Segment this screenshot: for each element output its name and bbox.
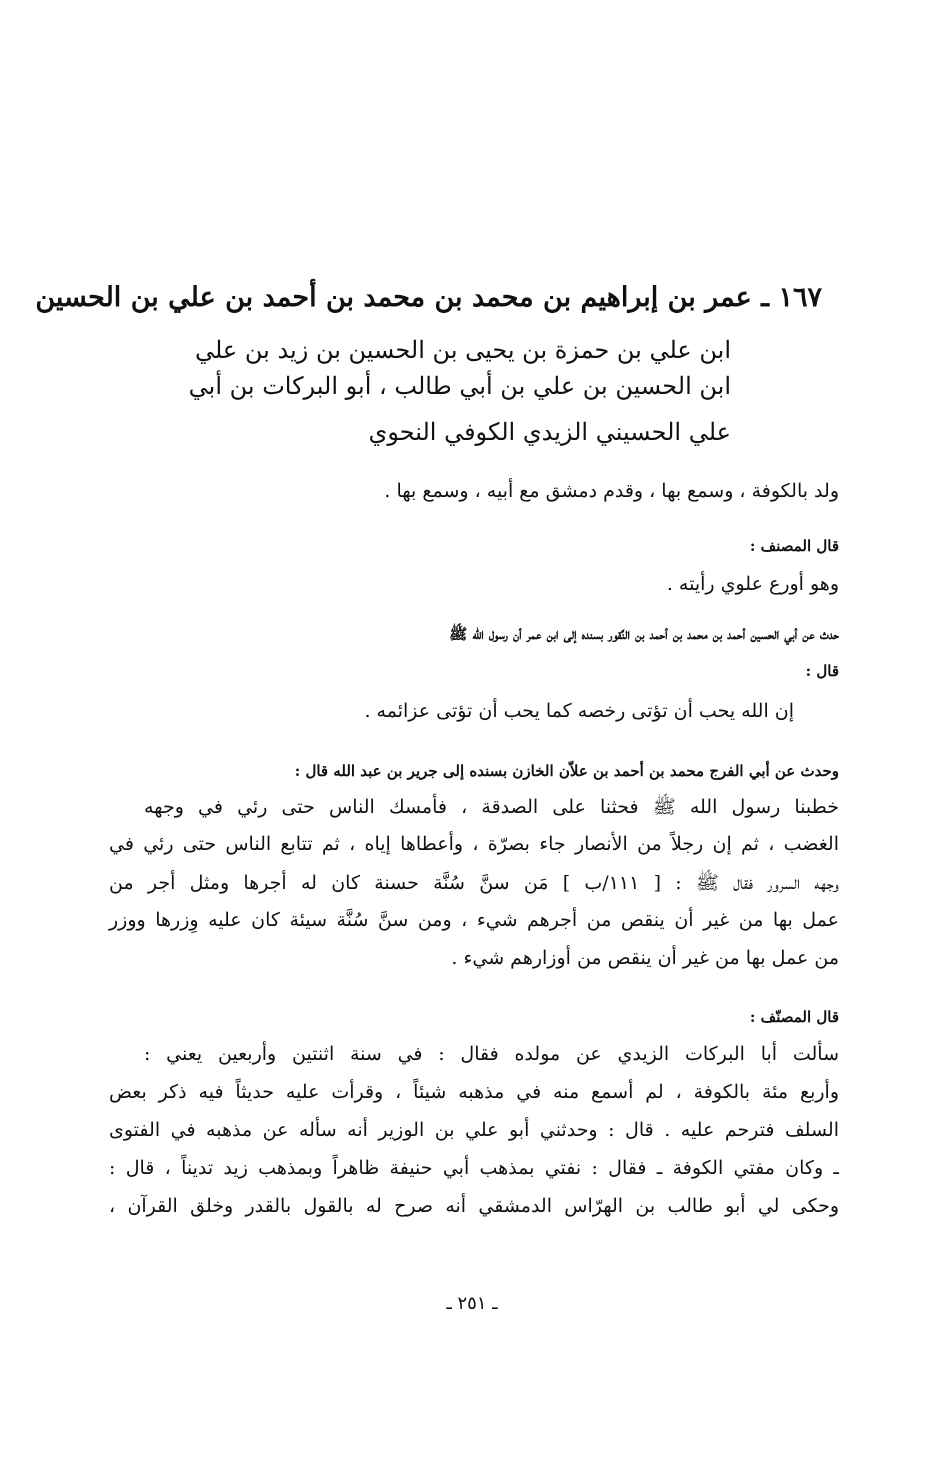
hadith-2-line-1: خطبنا رسول الله ﷺ فحثنا على الصدقة ، فأمسك الناس حتى رئي في وجهه	[144, 796, 839, 818]
final-line-3: السلف فترحم عليه . قال : وحدثني أبو علي بن الوزير أنه سأله عن مذهبه في الفتوى	[109, 1119, 839, 1141]
page-number: ـ ٢٥١ ـ	[446, 1293, 498, 1314]
isnad-qal: قال :	[805, 662, 839, 680]
author-said-label-2: قال المصنّف :	[749, 1008, 839, 1026]
hadith-2-line-4: عمل بها من غير أن ينقص من أجرهم شيء ، ومن سنَّ سُنَّة سيئة كان عليه وِزرها ووزر	[109, 909, 839, 931]
entry-heading: ١٦٧ ـ عمر بن إبراهيم بن محمد بن محمد بن أحمد بن علي بن الحسين	[35, 282, 822, 313]
hadith-2-line-5: من عمل بها من غير أن ينقص من أوزارهم شيء .	[451, 947, 839, 969]
isnad-line-2: وحدث عن أبي الفرج محمد بن أحمد بن علاّن الخازن بسنده إلى جرير بن عبد الله قال :	[294, 762, 839, 780]
lineage-line-2: ابن الحسين بن علي بن أبي طالب ، أبو البركات بن أبي	[188, 372, 731, 400]
author-said-label: قال المصنف :	[749, 537, 839, 555]
opinion-text: وهو أورع علوي رأيته .	[666, 573, 839, 595]
final-line-5: وحكى لي أبو طالب بن الهرّاس الدمشقي أنه صرح له بالقول بالقدر وخلق القرآن ،	[109, 1195, 839, 1217]
isnad-line: حدث عن أبي الحسين أحمد بن محمد بن أحمد بن النَّقور بسنده إلى ابن عمر أن رسول الله ﷺ	[449, 625, 839, 643]
lineage-line-1: ابن علي بن حمزة بن يحيى بن الحسين بن زيد بن علي	[194, 336, 731, 364]
final-line-4: ـ وكان مفتي الكوفة ـ فقال : نفتي بمذهب أبي حنيفة ظاهراً وبمذهب زيد تديناً ، قال :	[109, 1157, 839, 1179]
final-line-1: سألت أبا البركات الزيدي عن مولده فقال : في سنة اثنتين وأربعين يعني :	[144, 1043, 839, 1065]
birth-text: ولد بالكوفة ، وسمع بها ، وقدم دمشق مع أبيه ، وسمع بها .	[384, 480, 839, 502]
lineage-line-3: علي الحسيني الزيدي الكوفي النحوي	[368, 418, 731, 446]
final-line-2: وأربع مئة بالكوفة ، لم أسمع منه في مذهبه شيئاً ، وقرأت عليه حديثاً فيه ذكر بعض	[109, 1081, 839, 1103]
hadith-text: إن الله يحب أن تؤتى رخصه كما يحب أن تؤتى عزائمه .	[364, 700, 794, 722]
hadith-2-line-3: وجهه السرور فقال ﷺ : [ ١١١/ب ] مَن سنَّ سُنَّة حسنة كان له أجرها ومثل أجر من	[109, 872, 839, 894]
hadith-2-line-2: الغضب ، ثم إن رجلاً من الأنصار جاء بصرّة ، وأعطاها إياه ، ثم تتابع الناس حتى رئي في	[109, 833, 839, 855]
